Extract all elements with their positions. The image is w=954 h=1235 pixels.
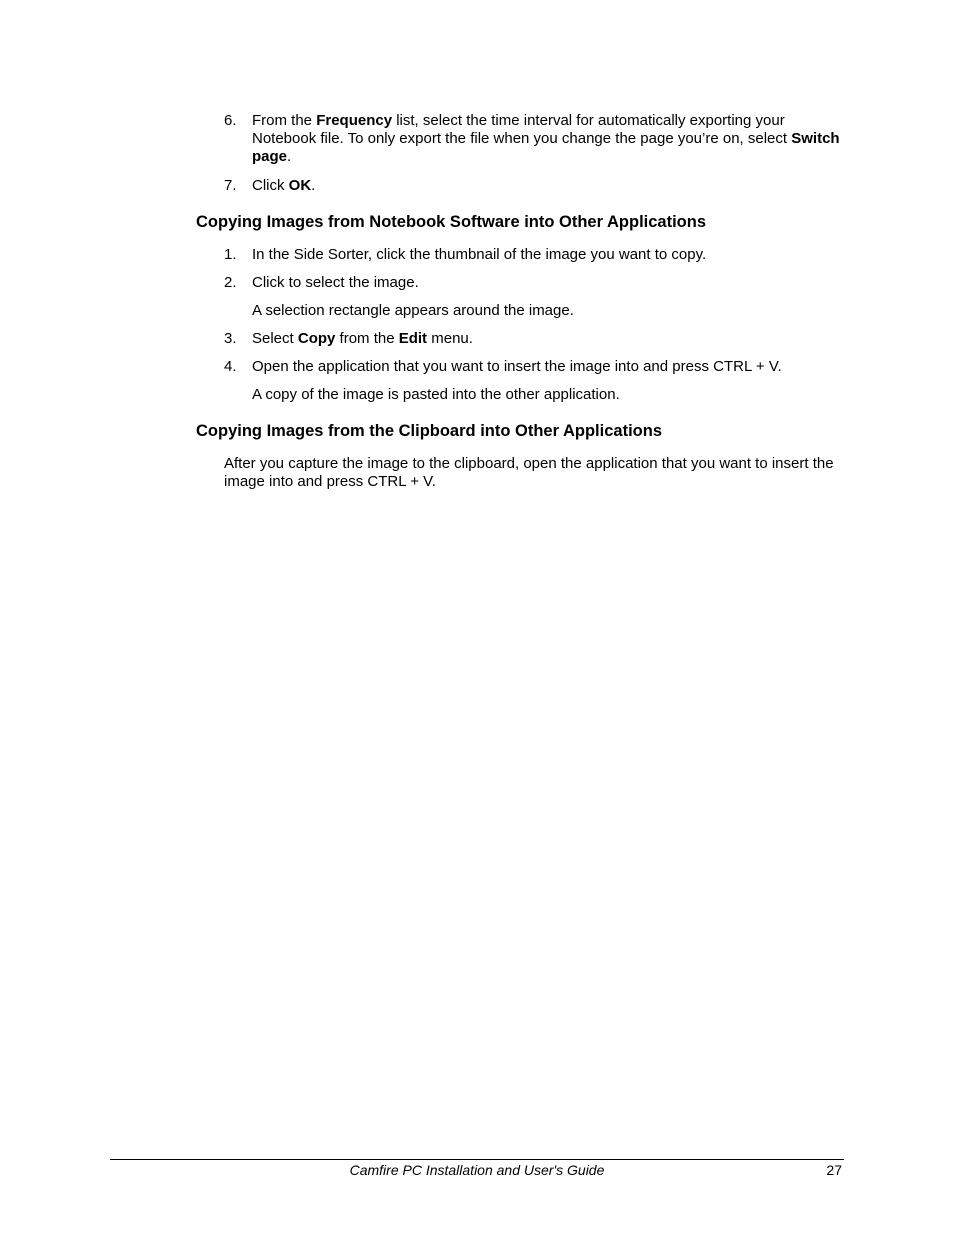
page-number: 27 xyxy=(826,1162,842,1178)
step-text: In the Side Sorter, click the thumbnail of the image you want to copy. xyxy=(252,246,707,263)
step-text: From the Frequency list, select the time interval for automatically exporting your Notebook file. To only export the file when you change the page you’re on, select Switch page. xyxy=(252,112,840,165)
step-4-note: A copy of the image is pasted into the other application. xyxy=(252,386,620,403)
edit-term: Edit xyxy=(398,330,428,347)
clipboard-paragraph: After you capture the image to the clipboard, open the application that you want to insert the image into and press CTRL + V. xyxy=(224,455,834,490)
footer-title: Camfire PC Installation and User's Guide xyxy=(349,1162,605,1178)
step-text: Open the application that you want to insert the image into and press CTRL + V. xyxy=(252,358,782,375)
section-heading-notebook: Copying Images from Notebook Software into Other Applications xyxy=(196,213,707,231)
step-number: 1. xyxy=(224,246,237,263)
ok-term: OK xyxy=(288,177,312,194)
step-text: Click to select the image. xyxy=(252,274,419,291)
footer-divider xyxy=(110,1159,844,1160)
copy-term: Copy xyxy=(297,330,336,347)
step-text: Click OK. xyxy=(252,177,316,194)
step-text: Select Copy from the Edit menu. xyxy=(252,330,473,347)
step-number: 4. xyxy=(224,358,237,375)
step-number: 7. xyxy=(224,177,237,194)
step-number: 6. xyxy=(224,112,237,129)
step-number: 2. xyxy=(224,274,237,291)
step-2-note: A selection rectangle appears around the image. xyxy=(252,302,574,319)
section-heading-clipboard: Copying Images from the Clipboard into Other Applications xyxy=(196,422,662,440)
frequency-term: Frequency xyxy=(316,112,393,129)
switch-page-term: Switch page xyxy=(252,130,840,165)
step-number: 3. xyxy=(224,330,237,347)
